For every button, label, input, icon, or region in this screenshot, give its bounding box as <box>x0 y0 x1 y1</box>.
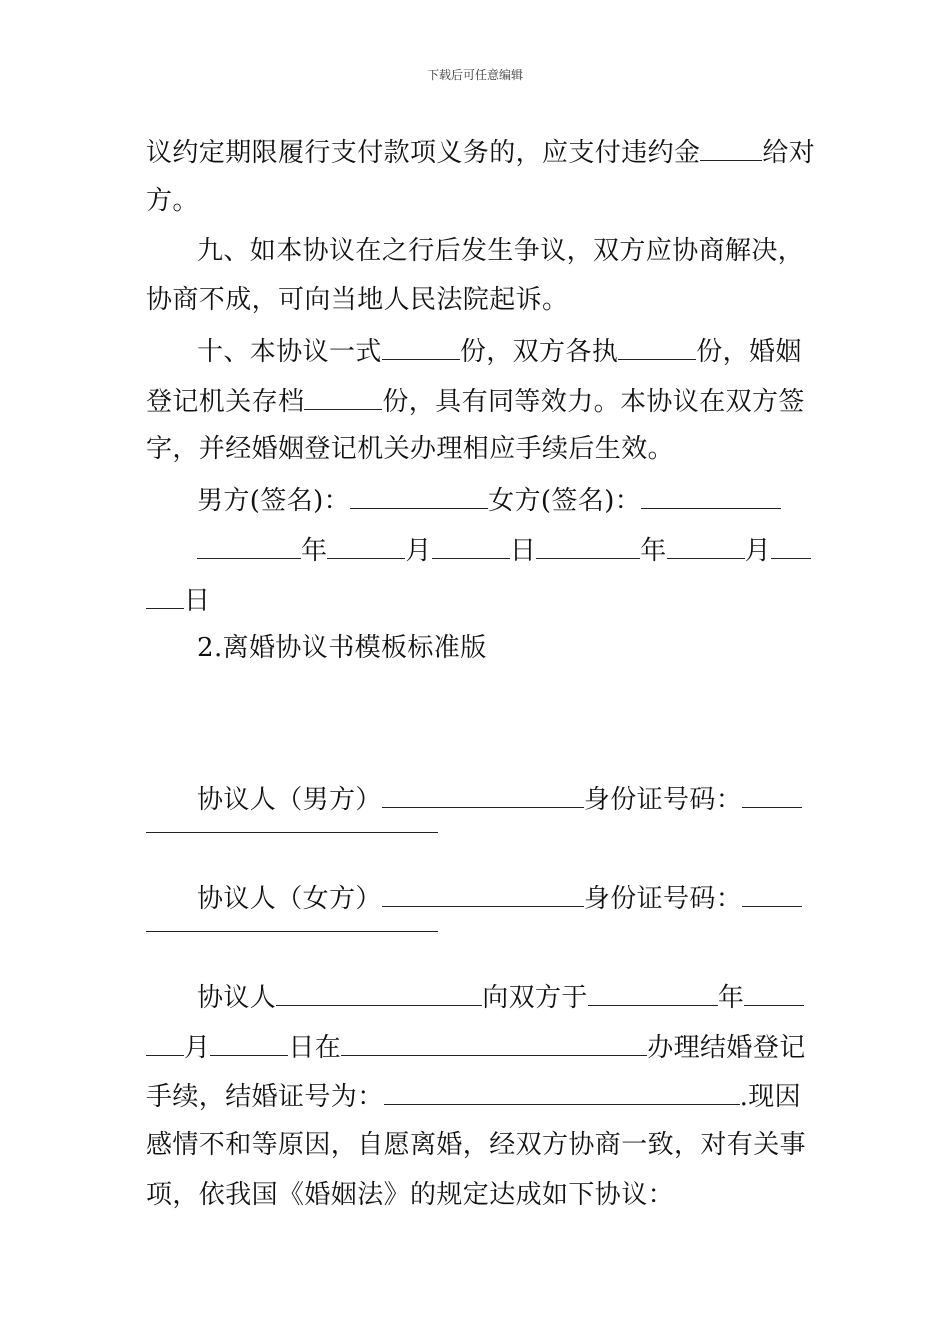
copies-total-blank[interactable] <box>382 335 460 360</box>
registration-day-blank[interactable] <box>210 1031 288 1056</box>
year-blank-2[interactable] <box>536 534 640 559</box>
page-header-note: 下载后可任意编辑 <box>426 68 523 82</box>
clause-10: 十、本协议一式 份，双方各执 份，婚姻 <box>197 337 802 367</box>
female-id-blank-continued[interactable] <box>146 931 438 932</box>
clause-10-line-2: 登记机关存档 份，具有同等效力。本协议在双方签 <box>146 387 805 417</box>
parties-blank[interactable] <box>276 981 482 1006</box>
year-blank-1[interactable] <box>197 534 301 559</box>
signature-line: 男方(签名)： 女方(签名)： <box>197 484 781 516</box>
registration-line-2: 月 日在 办理结婚登记 <box>146 1031 806 1063</box>
male-party-line: 协议人（男方） 身份证号码： <box>197 783 802 815</box>
clause-10-line-3: 字，并经婚姻登记机关办理相应手续后生效。 <box>146 434 675 464</box>
day-blank-2b[interactable] <box>146 584 184 609</box>
month-blank-2[interactable] <box>667 534 745 559</box>
section-title: 2.离婚协议书模板标准版 <box>197 633 487 663</box>
registration-place-blank[interactable] <box>341 1031 647 1056</box>
clause-8-continuation: 议约定期限履行支付款项义务的，应支付违约金 给对 <box>146 138 816 168</box>
penalty-amount-blank[interactable] <box>700 136 762 161</box>
female-name-blank[interactable] <box>382 882 584 907</box>
day-blank-2a[interactable] <box>771 534 811 559</box>
male-name-blank[interactable] <box>382 783 584 808</box>
day-blank-1[interactable] <box>432 534 510 559</box>
female-id-blank[interactable] <box>742 882 802 907</box>
month-blank-1[interactable] <box>327 534 405 559</box>
date-line-end: 日 <box>146 584 210 616</box>
registration-line-5: 项，依我国《婚姻法》的规定达成如下协议： <box>146 1180 675 1210</box>
male-id-blank-continued[interactable] <box>146 832 438 833</box>
copies-archive-blank[interactable] <box>304 385 382 410</box>
female-party-line: 协议人（女方） 身份证号码： <box>197 882 802 914</box>
registration-line-4: 感情不和等原因，自愿离婚，经双方协商一致，对有关事 <box>146 1130 807 1160</box>
male-id-blank[interactable] <box>742 783 802 808</box>
registration-line: 协议人 向双方于 年 <box>197 981 804 1013</box>
male-signature-blank[interactable] <box>350 484 488 509</box>
registration-month-blank-b[interactable] <box>146 1031 184 1056</box>
registration-line-3: 手续，结婚证号为： .现因 <box>146 1082 802 1112</box>
registration-year-blank[interactable] <box>588 981 718 1006</box>
certificate-number-blank[interactable] <box>384 1080 740 1105</box>
female-signature-blank[interactable] <box>641 484 781 509</box>
clause-9: 九、如本协议在之行后发生争议，双方应协商解决， <box>197 236 805 266</box>
copies-each-blank[interactable] <box>618 335 696 360</box>
clause-8-end: 方。 <box>146 186 199 216</box>
clause-9-end: 协商不成，可向当地人民法院起诉。 <box>146 285 569 315</box>
registration-month-blank-a[interactable] <box>744 981 804 1006</box>
date-line: 年 月 日 年 月 <box>197 534 811 566</box>
